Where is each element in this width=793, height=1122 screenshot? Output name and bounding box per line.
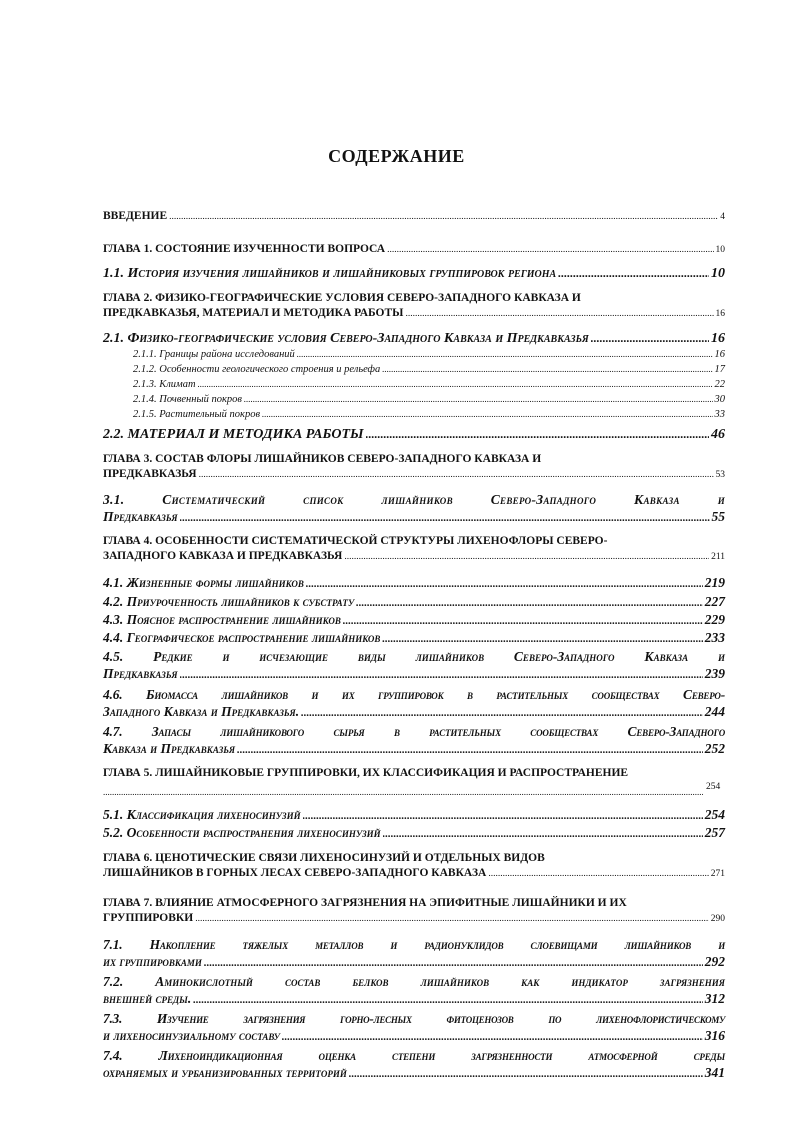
toc-entry-section-5-1[interactable]	[103, 806, 725, 825]
toc-entry-title: 4.2. Приуроченность лишайников к субстрату	[103, 594, 355, 609]
toc-entry-section-4-5[interactable]	[103, 648, 725, 684]
toc-page-number: 290	[710, 914, 725, 924]
toc-entry-chapter-7[interactable]	[103, 896, 725, 927]
leader-dots	[558, 265, 709, 282]
leader-dots	[488, 867, 708, 882]
toc-page-number: 10	[715, 245, 725, 255]
leader-dots	[344, 550, 709, 565]
toc-page-number: 4	[720, 212, 725, 222]
toc-page-number: 10	[711, 266, 725, 281]
toc-entry-title: 2.1.2. Особенности геологического строения и рельефа	[133, 364, 381, 375]
toc-entry-title: 2.1.4. Почвенный покров	[133, 394, 242, 405]
toc-page-number: 22	[714, 379, 725, 390]
leader-dots	[356, 595, 703, 612]
toc-entry-title-line2: ПРЕДКАВКАЗЬЯ	[103, 468, 197, 480]
leader-dots	[195, 912, 709, 927]
toc-entry-chapter-5[interactable]	[103, 766, 725, 781]
leader-dots	[297, 348, 713, 361]
toc-page-number: 16	[711, 331, 725, 346]
leader-dots	[343, 613, 703, 630]
toc-entry-section-3-1[interactable]	[103, 491, 725, 527]
toc-entry-title-line1: ГЛАВА 6. ЦЕНОТИЧЕСКИЕ СВЯЗИ ЛИХЕНОСИНУЗИЙ И ОТДЕЛЬНЫХ ВИДОВ	[103, 852, 545, 864]
leader-dots	[262, 408, 712, 421]
page-title: СОДЕРЖАНИЕ	[328, 146, 465, 166]
toc-entry-title-line2: охраняемых и урбанизированных территорий	[103, 1065, 347, 1080]
toc-entry-title-line2: ГРУППИРОВКИ	[103, 912, 194, 924]
toc-entry-title-line1: ГЛАВА 7. ВЛИЯНИЕ АТМОСФЕРНОГО ЗАГРЯЗНЕНИЯ НА ЭПИФИТНЫЕ ЛИШАЙНИКИ И ИХ	[103, 897, 627, 909]
leader-dots	[303, 808, 703, 825]
toc-entry-chapter-1[interactable]	[103, 242, 725, 258]
leader-dots	[199, 468, 714, 483]
toc-entry-chapter-2[interactable]	[103, 291, 725, 322]
toc-page-number: 16	[715, 309, 725, 319]
toc-page-number: 53	[715, 470, 725, 480]
leader-dots	[382, 363, 712, 376]
toc-entry-title: 2.1.1. Границы района исследований	[133, 349, 295, 360]
leader-dots	[382, 631, 702, 648]
toc-entry-title-line2: ПРЕДКАВКАЗЬЯ, МАТЕРИАЛ И МЕТОДИКА РАБОТЫ	[103, 307, 404, 319]
toc-entry-section-7-2[interactable]	[103, 973, 725, 1009]
toc-entry-title: 1.1. История изучения лишайников и лишайниковых группировок региона	[103, 266, 557, 281]
toc-entry-section-4-6[interactable]	[103, 686, 725, 722]
leader-dots	[103, 788, 703, 796]
toc-page-number: 30	[714, 394, 725, 405]
toc-page-number: 219	[704, 575, 725, 590]
toc-entry-title: 4.4. Географическое распространение лишайников	[103, 630, 381, 645]
leader-dots	[349, 1066, 703, 1083]
leader-dots	[169, 210, 718, 225]
toc-entry-title-line2: Кавказа и Предкавказья	[103, 741, 236, 756]
toc-entry-section-4-3[interactable]	[103, 611, 725, 630]
toc-entry-section-4-2[interactable]	[103, 593, 725, 612]
toc-entry-section-2-1-1[interactable]	[103, 348, 725, 362]
toc-entry-title-line1: 7.3. Изучение загрязнения горно-лесных фитоценозов по лихенофлористическому	[103, 1011, 725, 1026]
toc-entry-section-4-7[interactable]	[103, 723, 725, 759]
toc-entry-section-1-1[interactable]	[103, 265, 725, 282]
toc-entry-title: 2.2. МАТЕРИАЛ И МЕТОДИКА РАБОТЫ	[103, 427, 364, 442]
toc-page-number: 252	[704, 741, 725, 756]
toc-page-number: 17	[714, 364, 725, 375]
toc-entry-title-line1: 7.4. Лихеноиндикационная оценка степени загрязненности атмосферной среды	[103, 1048, 725, 1063]
toc-entry-section-4-4[interactable]	[103, 629, 725, 648]
toc-entry-title: 5.2. Особенности распространения лихеносинузий	[103, 825, 381, 840]
toc-entry-title-line2: ЛИШАЙНИКОВ В ГОРНЫХ ЛЕСАХ СЕВЕРО-ЗАПАДНОГО КАВКАЗА	[103, 867, 487, 879]
toc-page-number: 33	[714, 409, 725, 420]
leader-dots	[383, 826, 703, 843]
leader-dots	[244, 393, 713, 406]
leader-dots	[180, 510, 710, 527]
toc-entry-title-line1: 4.6. Биомасса лишайников и их группировок в растительных сообществах Северо-	[103, 687, 725, 702]
toc-entry-title: ГЛАВА 1. СОСТОЯНИЕ ИЗУЧЕННОСТИ ВОПРОСА	[103, 243, 386, 255]
toc-entry-section-7-4[interactable]	[103, 1047, 725, 1083]
toc-entry-title-line1: ГЛАВА 2. ФИЗИКО-ГЕОГРАФИЧЕСКИЕ УСЛОВИЯ СЕВЕРО-ЗАПАДНОГО КАВКАЗА И	[103, 292, 581, 304]
toc-page-number: 244	[704, 704, 725, 719]
toc-page-number: 239	[704, 666, 725, 681]
leader-dots	[204, 955, 703, 972]
toc-entry-title: 4.3. Поясное распространение лишайников	[103, 612, 341, 627]
toc-page-number: 312	[704, 991, 725, 1006]
leader-dots	[180, 667, 703, 684]
toc-entry-title-line1: ГЛАВА 4. ОСОБЕННОСТИ СИСТЕМАТИЧЕСКОЙ СТРУКТУРЫ ЛИХЕНОФЛОРЫ СЕВЕРО-	[103, 535, 608, 547]
toc-page-number: 233	[704, 630, 725, 645]
toc-entry-title-line2: их группировками	[103, 954, 202, 969]
toc-page-number: 254	[704, 807, 725, 822]
toc-page-number: 254	[706, 782, 721, 792]
leader-dots	[366, 426, 709, 443]
toc-entry-title-line1: 3.1. Систематический список лишайников Северо-Западного Кавказа и	[103, 492, 725, 507]
toc-entry-title: ГЛАВА 5. ЛИШАЙНИКОВЫЕ ГРУППИРОВКИ, ИХ КЛАССИФИКАЦИЯ И РАСПРОСТРАНЕНИЕ	[103, 767, 629, 779]
toc-entry-section-2-2[interactable]	[103, 426, 725, 443]
toc-entry-section-5-2[interactable]	[103, 824, 725, 843]
toc-entry-title-line2: ЗАПАДНОГО КАВКАЗА И ПРЕДКАВКАЗЬЯ	[103, 550, 343, 562]
toc-entry-title-line2: Предкавказья	[103, 509, 178, 524]
toc-page-number: 341	[704, 1065, 725, 1080]
leader-dots	[193, 992, 702, 1009]
toc-entry-section-7-3[interactable]	[103, 1010, 725, 1046]
leader-dots	[591, 330, 709, 347]
leader-dots	[387, 243, 713, 258]
toc-entry-title: 2.1. Физико-географические условия Северо-Западного Кавказа и Предкавказья	[103, 331, 589, 346]
toc-entry-title-line2: Западного Кавказа и Предкавказья.	[103, 704, 300, 719]
toc-entry-title-line1: 7.2. Аминокислотный состав белков лишайников как индикатор загрязнения	[103, 974, 725, 989]
toc-page-number: 292	[704, 954, 725, 969]
toc-entry-chapter-6[interactable]	[103, 851, 725, 882]
toc-page-number: 211	[711, 552, 725, 562]
toc-entry-title-line2: и лихеносинузиальному составу	[103, 1028, 280, 1043]
toc-page-number: 229	[704, 612, 725, 627]
toc-page-number: 16	[714, 349, 725, 360]
toc-entry-section-2-1-2[interactable]	[103, 363, 725, 377]
toc-entry-intro[interactable]	[103, 209, 725, 225]
toc-page-number: 46	[711, 427, 725, 442]
toc-entry-title-line1: 4.7. Запасы лишайникового сырья в растительных сообществах Северо-Западного	[103, 724, 725, 739]
toc-entry-title-line2: Предкавказья	[103, 666, 178, 681]
toc-page-number: 316	[704, 1028, 725, 1043]
leader-dots	[301, 705, 703, 722]
leader-dots	[282, 1029, 703, 1046]
toc-entry-title-line1: ГЛАВА 3. СОСТАВ ФЛОРЫ ЛИШАЙНИКОВ СЕВЕРО-ЗАПАДНОГО КАВКАЗА И	[103, 453, 542, 465]
toc-entry-title-line1: 4.5. Редкие и исчезающие виды лишайников Северо-Западного Кавказа и	[103, 649, 725, 664]
leader-dots	[405, 307, 713, 322]
toc-entry-section-2-1-4[interactable]	[103, 393, 725, 407]
toc-page-number: 271	[710, 869, 725, 879]
toc-entry-section-2-1[interactable]	[103, 330, 725, 347]
toc-entry-section-2-1-3[interactable]	[103, 378, 725, 392]
toc-entry-chapter-4[interactable]	[103, 534, 725, 565]
toc-entry-title-line1: 7.1. Накопление тяжелых металлов и радионуклидов слоевищами лишайников и	[103, 937, 725, 952]
toc-entry-title-line2: внешней среды.	[103, 991, 192, 1006]
toc-page-number: 55	[711, 509, 725, 524]
toc-entry-title: 2.1.3. Климат	[133, 379, 196, 390]
toc-entry-title: ВВЕДЕНИЕ	[103, 210, 168, 222]
leader-dots	[198, 378, 713, 391]
toc-entry-title: 2.1.5. Растительный покров	[133, 409, 261, 420]
leader-dots	[306, 576, 703, 593]
toc-entry-chapter-3[interactable]	[103, 452, 725, 483]
toc-entry-title: 4.1. Жизненные формы лишайников	[103, 575, 304, 590]
toc-page-number: 257	[704, 825, 725, 840]
leader-dots	[237, 742, 703, 759]
toc-entry-section-7-1[interactable]	[103, 936, 725, 972]
toc-entry-section-2-1-5[interactable]	[103, 408, 725, 422]
toc-page-number: 227	[704, 594, 725, 609]
toc-entry-title: 5.1. Классификация лихеносинузий	[103, 807, 301, 822]
toc-entry-section-4-1[interactable]	[103, 574, 725, 593]
